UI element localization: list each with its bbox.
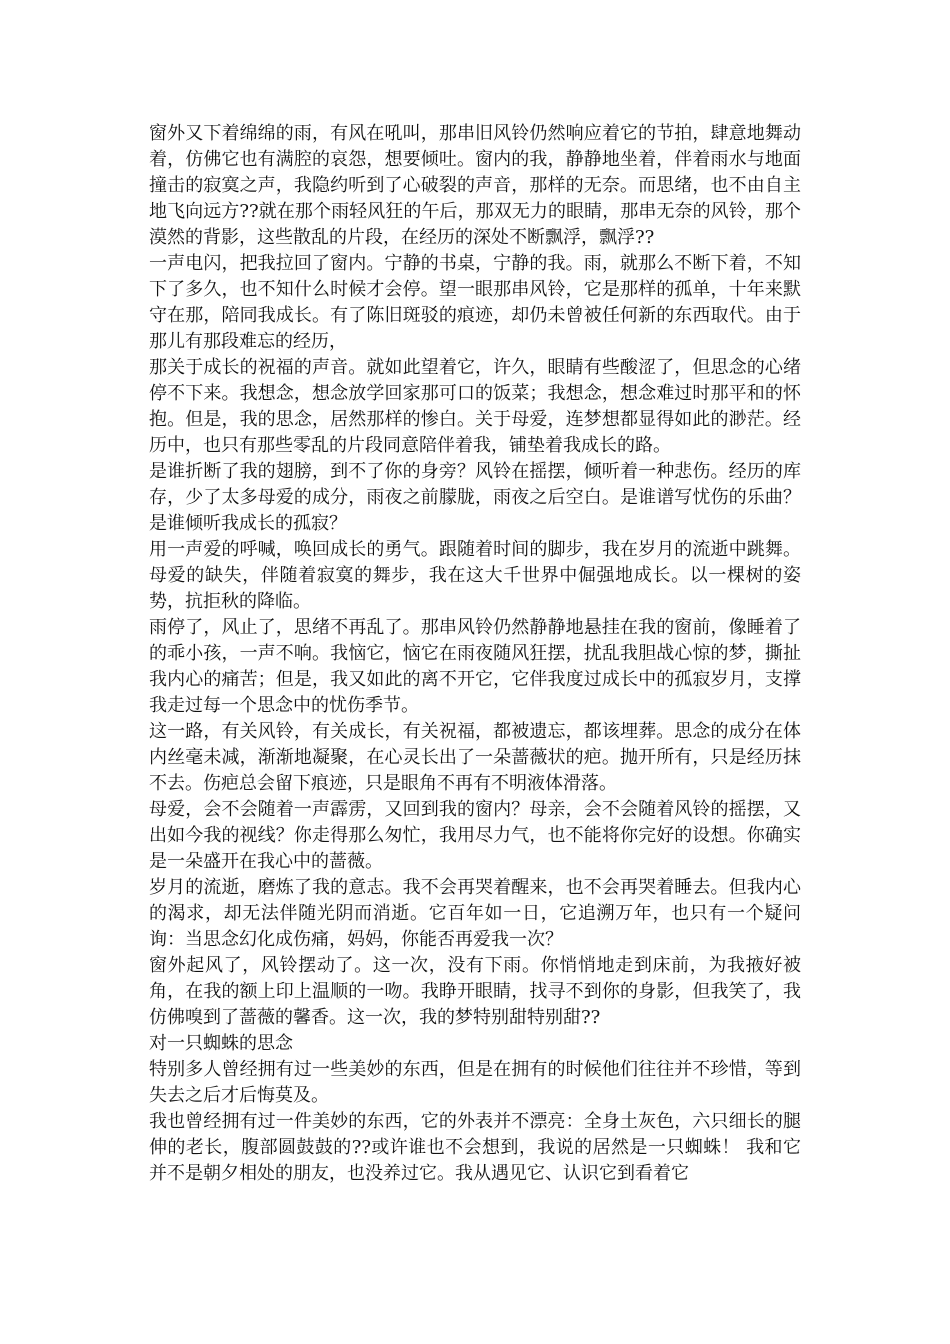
paragraph-7: 这一路，有关风铃，有关成长，有关祝福，都被遗忘，都该埋葬。思念的成分在体内丝毫未减，渐渐地凝聚，在心灵长出了一朵蔷薇状的疤。抛开所有，只是经历抹不去。伤疤总会留下痕迹，只是眼角不再有不明液体滑落。 [149, 721, 801, 794]
paragraph-2: 一声电闪，把我拉回了窗内。宁静的书桌，宁静的我。雨，就那么不断下着，不知下了多久，也不知什么时候才会停。望一眼那串风铃，它是那样的孤单，十年来默守在那，陪同我成长。有了陈旧斑驳的痕迹，却仍未曾被任何新的东西取代。由于那儿有那段难忘的经历， [149, 253, 801, 352]
paragraph-5: 用一声爱的呼喊，唤回成长的勇气。跟随着时间的脚步，我在岁月的流逝中跳舞。母爱的缺失，伴随着寂寞的舞步，我在这大千世界中倔强地成长。以一棵树的姿势，抗拒秋的降临。 [149, 539, 801, 612]
paragraph-9: 岁月的流逝，磨炼了我的意志。我不会再哭着醒来，也不会再哭着睡去。但我内心的渴求，却无法伴随光阴而消逝。它百年如一日，它追溯万年，也只有一个疑问询：当思念幻化成伤痛，妈妈，你能否再爱我一次？ [149, 877, 801, 950]
paragraph-8: 母爱，会不会随着一声霹雳，又回到我的窗内？母亲，会不会随着风铃的摇摆，又出如今我的视线？你走得那么匆忙，我用尽力气，也不能将你完好的设想。你确实是一朵盛开在我心中的蔷薇。 [149, 799, 801, 872]
section-heading: 对一只蜘蛛的思念 [149, 1033, 293, 1054]
paragraph-6: 雨停了，风止了，思绪不再乱了。那串风铃仍然静静地悬挂在我的窗前，像睡着了的乖小孩，一声不响。我恼它，恼它在雨夜随风狂摆，扰乱我胆战心惊的梦，撕扯我内心的痛苦；但是，我又如此的离不开它，它伴我度过成长中的孤寂岁月，支撑我走过每一个思念中的忧伤季节。 [149, 617, 801, 716]
paragraph-11: 特别多人曾经拥有过一些美妙的东西，但是在拥有的时候他们往往并不珍惜，等到失去之后才后悔莫及。 [149, 1059, 801, 1106]
paragraph-4: 是谁折断了我的翅膀，到不了你的身旁？风铃在摇摆，倾听着一种悲伤。经历的库存，少了太多母爱的成分，雨夜之前朦胧，雨夜之后空白。是谁谱写忧伤的乐曲？是谁倾听我成长的孤寂？ [149, 461, 801, 534]
document-body [149, 121, 801, 1187]
paragraph-10: 窗外起风了，风铃摆动了。这一次，没有下雨。你悄悄地走到床前，为我掖好被角，在我的额上印上温顺的一吻。我睁开眼睛，找寻不到你的身影，但我笑了，我仿佛嗅到了蔷薇的馨香。这一次，我的梦特别甜特别甜?? [149, 955, 801, 1028]
paragraph-12: 我也曾经拥有过一件美妙的东西，它的外表并不漂亮：全身土灰色，六只细长的腿伸的老长，腹部圆鼓鼓的??或许谁也不会想到，我说的居然是一只蜘蛛！ 我和它并不是朝夕相处的朋友，也没养过它。我从遇见它、认识它到看着它 [149, 1111, 801, 1184]
paragraph-3: 那关于成长的祝福的声音。就如此望着它，许久，眼睛有些酸涩了，但思念的心绪停不下来。我想念，想念放学回家那可口的饭菜；我想念，想念难过时那平和的怀抱。但是，我的思念，居然那样的惨白。关于母爱，连梦想都显得如此的渺茫。经历中，也只有那些零乱的片段同意陪伴着我，铺垫着我成长的路。 [149, 357, 801, 456]
paragraph-1: 窗外又下着绵绵的雨，有风在吼叫，那串旧风铃仍然响应着它的节拍，肆意地舞动着，仿佛它也有满腔的哀怨，想要倾吐。窗内的我，静静地坐着，伴着雨水与地面撞击的寂寞之声，我隐约听到了心破裂的声音，那样的无奈。而思绪，也不由自主地飞向远方??就在那个雨轻风狂的午后，那双无力的眼睛，那串无奈的风铃，那个漠然的背影，这些散乱的片段，在经历的深处不断飘浮，飘浮?? [149, 123, 801, 248]
